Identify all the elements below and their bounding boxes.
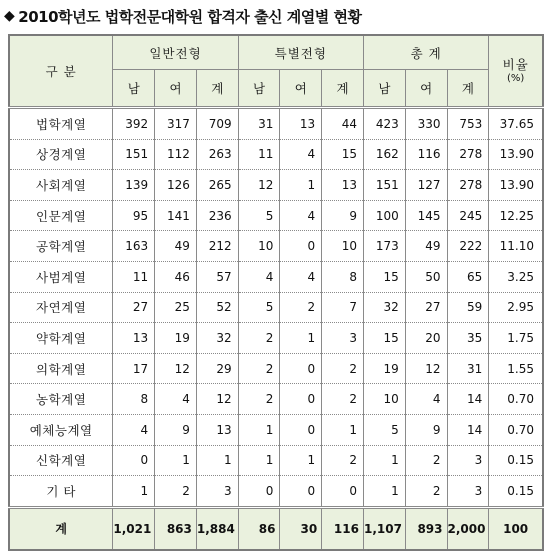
table-row [9, 231, 543, 262]
row-cell: 9 [322, 200, 364, 231]
header-male: 남 [238, 70, 280, 108]
total-label: 계 [9, 507, 113, 550]
header-total: 총 계 [363, 35, 488, 70]
row-ratio: 0.15 [489, 476, 543, 508]
row-cell: 2 [322, 384, 364, 415]
total-row [9, 507, 543, 550]
row-cell: 112 [155, 139, 197, 170]
row-cell: 65 [447, 261, 489, 292]
row-ratio: 1.55 [489, 353, 543, 384]
table-row [9, 261, 543, 292]
row-cell: 317 [155, 108, 197, 140]
row-cell: 8 [322, 261, 364, 292]
header-sum: 계 [196, 70, 238, 108]
row-cell: 1 [363, 445, 405, 476]
table-row [9, 108, 543, 140]
row-ratio: 13.90 [489, 139, 543, 170]
row-cell: 1 [196, 445, 238, 476]
row-cell: 4 [155, 384, 197, 415]
row-category: 약학계열 [9, 323, 113, 354]
row-cell: 1 [113, 476, 155, 508]
header-special: 특별전형 [238, 35, 363, 70]
header-sum: 계 [322, 70, 364, 108]
row-cell: 2 [238, 384, 280, 415]
row-cell: 27 [405, 292, 447, 323]
table-row [9, 292, 543, 323]
row-cell: 25 [155, 292, 197, 323]
table-row [9, 139, 543, 170]
header-male: 남 [113, 70, 155, 108]
row-cell: 95 [113, 200, 155, 231]
row-cell: 0 [280, 231, 322, 262]
row-cell: 1 [280, 445, 322, 476]
header-ratio-label: 비율 [502, 56, 529, 72]
row-cell: 4 [280, 200, 322, 231]
row-cell: 1 [280, 323, 322, 354]
total-cell: 1,107 [363, 507, 405, 550]
row-cell: 17 [113, 353, 155, 384]
row-cell: 10 [363, 384, 405, 415]
row-cell: 2 [155, 476, 197, 508]
row-ratio: 12.25 [489, 200, 543, 231]
row-cell: 14 [447, 414, 489, 445]
row-cell: 3 [196, 476, 238, 508]
row-cell: 59 [447, 292, 489, 323]
page-title [4, 4, 361, 28]
row-cell: 29 [196, 353, 238, 384]
row-cell: 173 [363, 231, 405, 262]
row-cell: 9 [155, 414, 197, 445]
row-cell: 31 [238, 108, 280, 140]
row-cell: 423 [363, 108, 405, 140]
table-row [9, 476, 543, 508]
header-female: 여 [405, 70, 447, 108]
row-cell: 4 [113, 414, 155, 445]
row-cell: 11 [113, 261, 155, 292]
row-cell: 14 [447, 384, 489, 415]
row-cell: 12 [155, 353, 197, 384]
header-female: 여 [155, 70, 197, 108]
row-cell: 49 [155, 231, 197, 262]
row-cell: 127 [405, 170, 447, 201]
row-cell: 3 [447, 445, 489, 476]
row-category: 사회계열 [9, 170, 113, 201]
row-cell: 278 [447, 139, 489, 170]
row-category: 자연계열 [9, 292, 113, 323]
total-cell: 893 [405, 507, 447, 550]
row-cell: 46 [155, 261, 197, 292]
row-cell: 12 [405, 353, 447, 384]
header-ratio-unit: (%) [506, 72, 525, 84]
row-cell: 2 [322, 353, 364, 384]
row-category: 기 타 [9, 476, 113, 508]
row-cell: 35 [447, 323, 489, 354]
row-cell: 4 [280, 261, 322, 292]
row-cell: 52 [196, 292, 238, 323]
row-cell: 145 [405, 200, 447, 231]
row-cell: 753 [447, 108, 489, 140]
row-ratio: 11.10 [489, 231, 543, 262]
title-text: 2010학년도 법학전문대학원 합격자 출신 계열별 현황 [18, 7, 362, 26]
row-cell: 10 [238, 231, 280, 262]
row-cell: 19 [155, 323, 197, 354]
row-category: 인문계열 [9, 200, 113, 231]
total-ratio: 100 [489, 507, 543, 550]
row-cell: 709 [196, 108, 238, 140]
row-cell: 5 [238, 200, 280, 231]
total-cell: 1,021 [113, 507, 155, 550]
row-category: 법학계열 [9, 108, 113, 140]
row-cell: 0 [322, 476, 364, 508]
row-cell: 162 [363, 139, 405, 170]
row-cell: 13 [113, 323, 155, 354]
row-cell: 116 [405, 139, 447, 170]
row-cell: 4 [238, 261, 280, 292]
table-footer [9, 507, 543, 550]
total-cell: 30 [280, 507, 322, 550]
row-cell: 0 [280, 414, 322, 445]
row-ratio: 3.25 [489, 261, 543, 292]
table-row [9, 445, 543, 476]
row-cell: 141 [155, 200, 197, 231]
row-cell: 12 [238, 170, 280, 201]
row-cell: 212 [196, 231, 238, 262]
row-cell: 11 [238, 139, 280, 170]
row-cell: 1 [238, 414, 280, 445]
row-cell: 4 [280, 139, 322, 170]
row-cell: 57 [196, 261, 238, 292]
row-ratio: 13.90 [489, 170, 543, 201]
row-cell: 2 [405, 445, 447, 476]
row-cell: 15 [322, 139, 364, 170]
row-cell: 236 [196, 200, 238, 231]
row-cell: 13 [196, 414, 238, 445]
table-row [9, 170, 543, 201]
row-cell: 126 [155, 170, 197, 201]
row-category: 의학계열 [9, 353, 113, 384]
row-cell: 263 [196, 139, 238, 170]
row-cell: 0 [238, 476, 280, 508]
row-cell: 7 [322, 292, 364, 323]
total-cell: 1,884 [196, 507, 238, 550]
row-cell: 27 [113, 292, 155, 323]
row-cell: 13 [322, 170, 364, 201]
table-row [9, 353, 543, 384]
row-category: 공학계열 [9, 231, 113, 262]
row-ratio: 1.75 [489, 323, 543, 354]
row-cell: 32 [363, 292, 405, 323]
header-sum: 계 [447, 70, 489, 108]
row-category: 신학계열 [9, 445, 113, 476]
row-cell: 3 [322, 323, 364, 354]
row-cell: 2 [322, 445, 364, 476]
row-cell: 50 [405, 261, 447, 292]
row-cell: 3 [447, 476, 489, 508]
row-cell: 100 [363, 200, 405, 231]
header-general: 일반전형 [113, 35, 238, 70]
row-ratio: 0.70 [489, 384, 543, 415]
row-cell: 19 [363, 353, 405, 384]
row-cell: 1 [238, 445, 280, 476]
row-ratio: 0.15 [489, 445, 543, 476]
row-category: 농학계열 [9, 384, 113, 415]
table-body [9, 108, 543, 508]
row-cell: 0 [280, 476, 322, 508]
row-cell: 44 [322, 108, 364, 140]
row-cell: 13 [280, 108, 322, 140]
admission-stats-table [8, 34, 544, 551]
row-ratio: 0.70 [489, 414, 543, 445]
row-cell: 32 [196, 323, 238, 354]
row-cell: 0 [280, 384, 322, 415]
row-cell: 139 [113, 170, 155, 201]
row-category: 상경계열 [9, 139, 113, 170]
row-cell: 10 [322, 231, 364, 262]
row-cell: 2 [238, 323, 280, 354]
row-cell: 151 [113, 139, 155, 170]
table-row [9, 384, 543, 415]
row-cell: 2 [280, 292, 322, 323]
row-cell: 1 [363, 476, 405, 508]
row-cell: 0 [113, 445, 155, 476]
row-cell: 15 [363, 261, 405, 292]
row-cell: 265 [196, 170, 238, 201]
row-cell: 151 [363, 170, 405, 201]
total-cell: 116 [322, 507, 364, 550]
row-cell: 330 [405, 108, 447, 140]
row-cell: 0 [280, 353, 322, 384]
row-cell: 278 [447, 170, 489, 201]
row-cell: 1 [322, 414, 364, 445]
row-ratio: 2.95 [489, 292, 543, 323]
row-cell: 5 [363, 414, 405, 445]
row-cell: 5 [238, 292, 280, 323]
table-row [9, 323, 543, 354]
total-cell: 86 [238, 507, 280, 550]
row-ratio: 37.65 [489, 108, 543, 140]
row-cell: 2 [405, 476, 447, 508]
row-cell: 49 [405, 231, 447, 262]
row-cell: 20 [405, 323, 447, 354]
row-category: 사범계열 [9, 261, 113, 292]
total-cell: 863 [155, 507, 197, 550]
diamond-bullet-icon: ◆ [4, 8, 15, 24]
row-cell: 15 [363, 323, 405, 354]
row-cell: 245 [447, 200, 489, 231]
row-cell: 8 [113, 384, 155, 415]
row-cell: 9 [405, 414, 447, 445]
header-ratio [489, 35, 543, 108]
row-cell: 163 [113, 231, 155, 262]
row-cell: 392 [113, 108, 155, 140]
row-cell: 1 [280, 170, 322, 201]
header-male: 남 [363, 70, 405, 108]
row-cell: 31 [447, 353, 489, 384]
header-category: 구 분 [9, 35, 113, 108]
row-cell: 4 [405, 384, 447, 415]
table-row [9, 200, 543, 231]
row-cell: 222 [447, 231, 489, 262]
row-category: 예체능계열 [9, 414, 113, 445]
row-cell: 1 [155, 445, 197, 476]
row-cell: 12 [196, 384, 238, 415]
row-cell: 2 [238, 353, 280, 384]
table-header [9, 35, 543, 108]
header-female: 여 [280, 70, 322, 108]
total-cell: 2,000 [447, 507, 489, 550]
table-row [9, 414, 543, 445]
